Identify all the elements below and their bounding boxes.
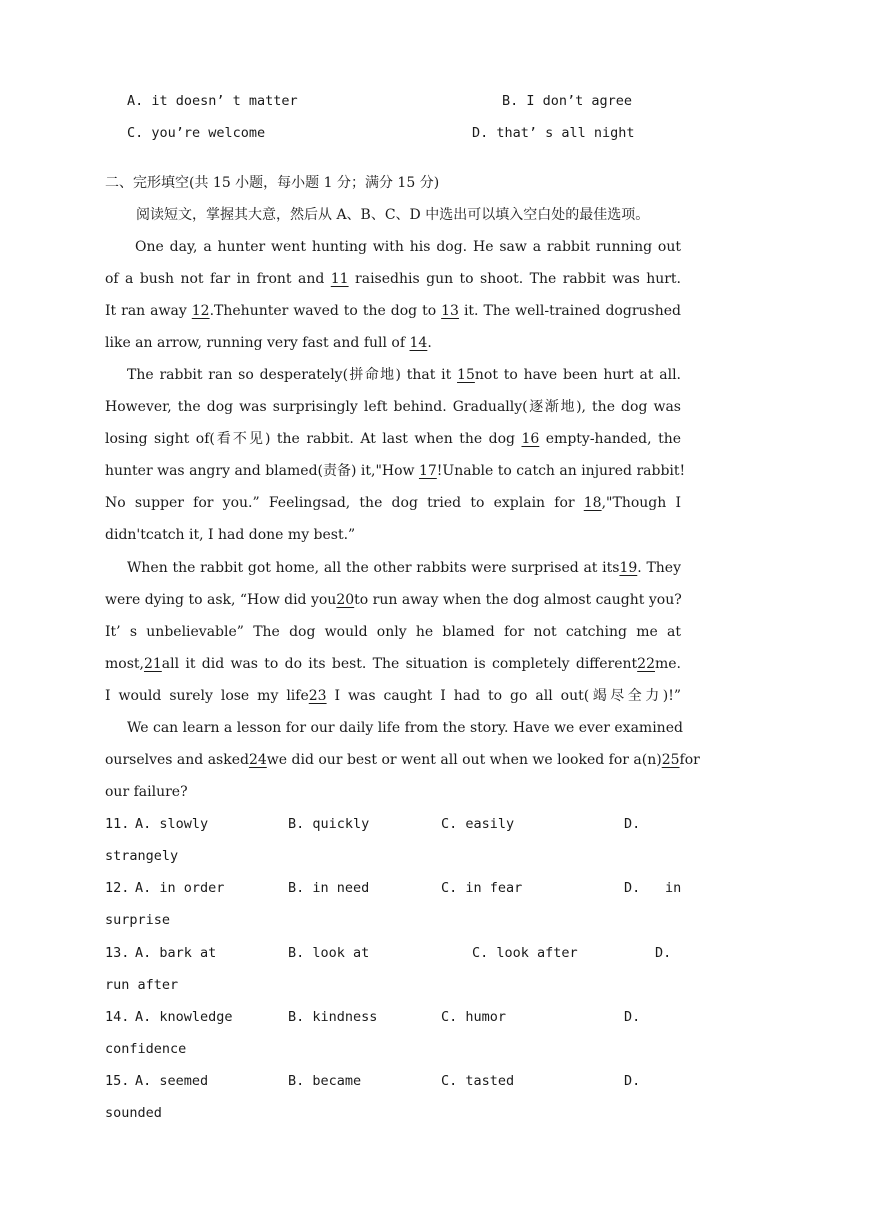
option-b: B. became: [288, 1073, 362, 1089]
blank-12: 12: [191, 303, 210, 319]
passage-line: losing sight of(看不见) the rabbit. At last when the dog 16 empty-handed, the: [105, 431, 681, 447]
question-number: 12.: [105, 880, 130, 896]
option-c: C. in fear: [441, 880, 523, 896]
option-c: C. easily: [441, 816, 515, 832]
blank-14: 14: [409, 335, 428, 351]
option-b: B. kindness: [288, 1009, 378, 1025]
option-d-text: in: [665, 880, 682, 896]
section-heading: 二、完形填空(共 15 小题，每小题 1 分；满分 15 分): [105, 175, 440, 191]
blank-23: 23: [308, 688, 327, 704]
blank-16: 16: [521, 431, 540, 447]
prev-option-c: C. you’re welcome: [127, 125, 266, 141]
option-d-text: strangely: [105, 848, 179, 864]
option-a: A. in order: [135, 880, 225, 896]
blank-18: 18: [583, 495, 602, 511]
option-a: A. slowly: [135, 816, 209, 832]
blank-20: 20: [336, 592, 355, 608]
passage-line: It’ s unbelievable” The dog would only he blamed for not catching me at: [105, 624, 681, 640]
passage-line: were dying to ask, “How did you20to run away when the dog almost caught you?: [105, 592, 682, 608]
option-d-text: run after: [105, 977, 179, 993]
blank-25: 25: [661, 752, 680, 768]
option-d-text-wrap: surprise: [105, 912, 171, 928]
passage-line: like an arrow, running very fast and full of 14.: [105, 335, 432, 351]
option-d: D.: [624, 816, 641, 832]
option-c: C. look after: [472, 945, 578, 961]
option-b: B. look at: [288, 945, 370, 961]
question-number: 13.: [105, 945, 130, 961]
option-c: C. humor: [441, 1009, 507, 1025]
option-d: D.: [624, 1073, 641, 1089]
passage-line: I would surely lose my life23 I was caught I had to go all out(竭尽全力)!”: [105, 688, 681, 704]
option-d-text: confidence: [105, 1041, 187, 1057]
prev-option-a: A. it doesn’ t matter: [127, 93, 298, 109]
option-b: B. in need: [288, 880, 370, 896]
prev-option-b: B. I don’t agree: [502, 93, 633, 109]
question-number: 14.: [105, 1009, 130, 1025]
passage-line: No supper for you.” Feelingsad, the dog tried to explain for 18,"Though I: [105, 495, 681, 511]
passage-line: our failure?: [105, 784, 188, 800]
prev-option-d: D. that’ s all night: [472, 125, 635, 141]
passage-line: It ran away 12.Thehunter waved to the dog to 13 it. The well-trained dogrushed: [105, 303, 681, 319]
option-a: A. seemed: [135, 1073, 209, 1089]
passage-line: of a bush not far in front and 11 raisedhis gun to shoot. The rabbit was hurt.: [105, 271, 681, 287]
question-number: 15.: [105, 1073, 130, 1089]
option-d-text: sounded: [105, 1105, 162, 1121]
passage-line: ourselves and asked24we did our best or went all out when we looked for a(n)25for: [105, 752, 700, 768]
blank-19: 19: [619, 560, 638, 576]
option-d: D.: [624, 1009, 641, 1025]
option-a: A. knowledge: [135, 1009, 233, 1025]
passage-line: didn'tcatch it, I had done my best.”: [105, 527, 356, 543]
blank-21: 21: [143, 656, 162, 672]
blank-15: 15: [457, 367, 475, 383]
passage-line: However, the dog was surprisingly left behind. Gradually(逐渐地), the dog was: [105, 399, 681, 415]
passage-line: hunter was angry and blamed(责备) it,"How 17!Unable to catch an injured rabbit!: [105, 463, 686, 479]
blank-17: 17: [418, 463, 437, 479]
passage-line: We can learn a lesson for our daily life from the story. Have we ever examined: [127, 720, 683, 736]
passage-line: The rabbit ran so desperately(拼命地) that it 15not to have been hurt at all.: [127, 367, 681, 383]
option-a: A. bark at: [135, 945, 217, 961]
option-b: B. quickly: [288, 816, 370, 832]
option-d: D.: [655, 945, 672, 961]
passage-line: One day, a hunter went hunting with his dog. He saw a rabbit running out: [135, 239, 681, 255]
option-d: D.: [624, 880, 641, 896]
blank-24: 24: [248, 752, 267, 768]
section-instruction: 阅读短文，掌握其大意，然后从 A、B、C、D 中选出可以填入空白处的最佳选项。: [136, 207, 650, 223]
blank-13: 13: [441, 303, 459, 319]
option-c: C. tasted: [441, 1073, 515, 1089]
question-number: 11.: [105, 816, 130, 832]
blank-22: 22: [637, 656, 655, 672]
passage-line: most,21all it did was to do its best. The situation is completely different22me.: [105, 656, 681, 672]
passage-line: When the rabbit got home, all the other rabbits were surprised at its19. They: [127, 560, 681, 576]
blank-11: 11: [330, 271, 349, 287]
